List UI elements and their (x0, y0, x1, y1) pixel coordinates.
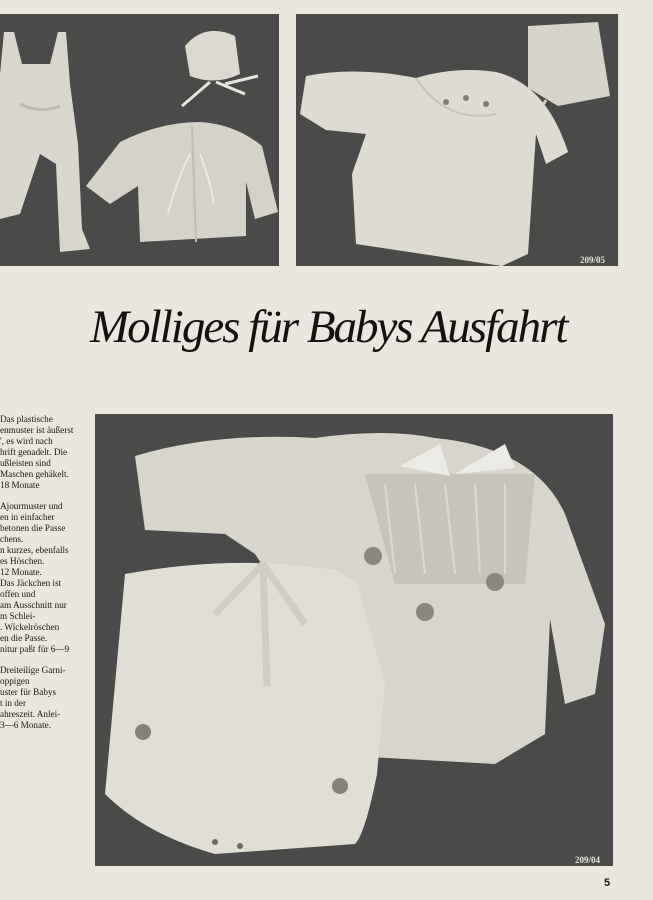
knitwear-illustration (0, 14, 279, 266)
text-line: Dreiteilige Garni- (0, 665, 66, 675)
text-line: ußleisten sind (0, 458, 51, 468)
text-line: offen und (0, 589, 36, 599)
page-number: 5 (604, 877, 611, 889)
text-line: ', es wird nach (0, 436, 53, 446)
photo-openwork-jacket-bloomers (95, 414, 613, 866)
text-line: es Höschen. (0, 556, 45, 566)
page-headline: Molliges für Babys Ausfahrt (90, 301, 567, 353)
text-line: uster für Babys (0, 687, 57, 697)
text-line: Maschen gehäkelt. (0, 469, 69, 479)
text-column (0, 414, 84, 741)
text-line: ahreszeit. Anlei- (0, 709, 61, 719)
text-line: en die Passe. (0, 633, 48, 643)
paragraph (0, 414, 84, 491)
text-line: hrift genadelt. Die (0, 447, 68, 457)
text-line: enmuster ist äußerst (0, 425, 74, 435)
text-line: 12 Monate. (0, 567, 42, 577)
text-line: oppigen (0, 676, 30, 686)
text-line: n kurzes, ebenfalls (0, 545, 69, 555)
photo-code: 209/04 (575, 855, 601, 865)
text-line: am Ausschnitt nur (0, 600, 67, 610)
photo-romper-bonnet-jacket (0, 14, 279, 266)
text-line: chens. (0, 534, 24, 544)
text-line: 18 Monate (0, 480, 40, 490)
text-line: . Wickelröschen (0, 622, 60, 632)
photo-cable-jacket-bonnet (296, 14, 618, 266)
text-line: betonen die Passe (0, 523, 66, 533)
text-line: Das Jäckchen ist (0, 578, 62, 588)
text-line: nitur paßt für 6—9 (0, 644, 70, 654)
knitwear-illustration (95, 414, 613, 866)
paragraph (0, 665, 84, 731)
paragraph (0, 501, 84, 655)
text-line: t in der (0, 698, 27, 708)
knitwear-illustration (296, 14, 618, 266)
text-line: Das plastische (0, 414, 53, 424)
text-line: Ajourmuster und (0, 501, 63, 511)
text-line: en in einfacher (0, 512, 55, 522)
photo-code: 209/05 (580, 255, 606, 265)
text-line: 3—6 Monate. (0, 720, 52, 730)
text-line: m Schlei- (0, 611, 36, 621)
